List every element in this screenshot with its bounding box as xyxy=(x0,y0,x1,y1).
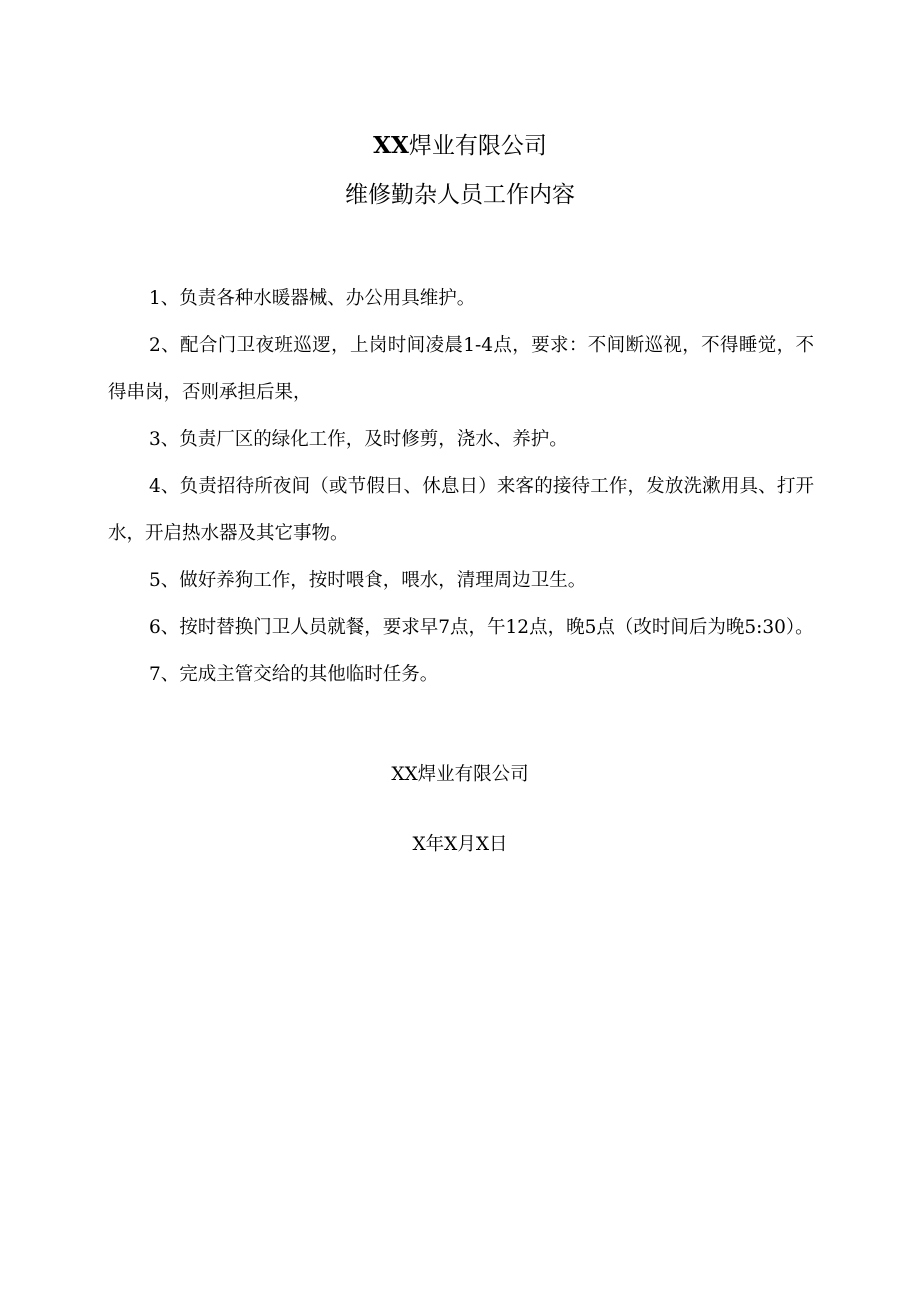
signature-date: X年X月X日 xyxy=(412,834,508,855)
company-title-name: 焊业有限公司 xyxy=(408,133,547,159)
document-body xyxy=(108,275,814,698)
document-title: 维修勤杂人员工作内容 xyxy=(345,182,575,208)
list-item: 2、配合门卫夜班巡逻，上岗时间凌晨1-4点，要求：不间断巡视，不得睡觉，不得串岗，否则承担后果， xyxy=(108,335,814,403)
company-title xyxy=(0,131,920,161)
list-item: 5、做好养狗工作，按时喂食，喂水，清理周边卫生。 xyxy=(149,570,587,591)
company-title-prefix: XX xyxy=(373,132,409,159)
list-item: 1、负责各种水暖器械、办公用具维护。 xyxy=(149,288,476,309)
signature-company: XX焊业有限公司 xyxy=(391,764,529,785)
list-item: 7、完成主管交给的其他临时任务。 xyxy=(149,664,439,685)
list-item: 3、负责厂区的绿化工作，及时修剪，浇水、养护。 xyxy=(149,429,568,450)
list-item: 4、负责招待所夜间（或节假日、休息日）来客的接待工作，发放洗漱用具、打开水，开启热水器及其它事物。 xyxy=(108,476,814,544)
list-item: 6、按时替换门卫人员就餐，要求早7点，午12点，晚5点（改时间后为晚5:30）。 xyxy=(149,617,814,638)
